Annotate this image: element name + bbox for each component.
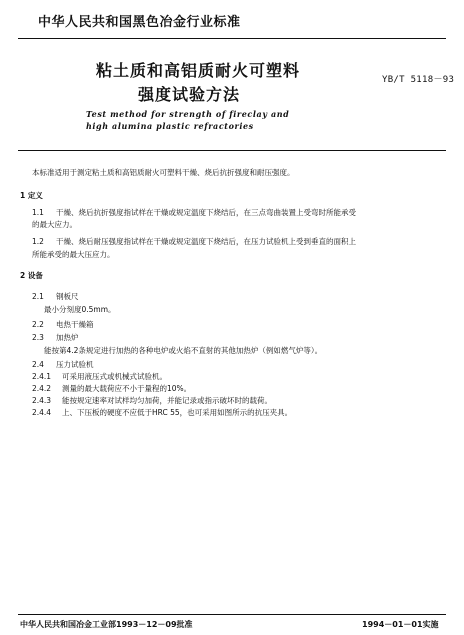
clause-text: 钢板尺 bbox=[56, 292, 79, 301]
english-title-line-2: high alumina plastic refractories bbox=[86, 121, 254, 131]
section-1-heading: 1 定义 bbox=[20, 191, 43, 200]
clause-number: 2.4.4 bbox=[32, 408, 52, 417]
english-title-line-1: Test method for strength of fireclay and bbox=[86, 109, 290, 119]
approval-date: 中华人民共和国冶金工业部1993－12－09批准 bbox=[20, 620, 193, 629]
clause-text: 干燥、烧后抗折强度指试样在干燥或规定温度下烧结后，在三点弯曲装置上受弯时所能承受 bbox=[56, 208, 356, 217]
clause-1-1-continued: 的最大应力。 bbox=[32, 220, 77, 229]
clause-number: 2.4.3 bbox=[32, 396, 52, 405]
clause-text: 电热干燥箱 bbox=[56, 320, 94, 329]
clause-text: 测量的最大载荷应不小于量程的10%。 bbox=[62, 384, 192, 393]
clause-number: 2.2 bbox=[32, 320, 44, 329]
clause-text: 压力试验机 bbox=[56, 360, 94, 369]
implementation-date: 1994－01－01实施 bbox=[362, 620, 439, 629]
clause-number: 2.4.1 bbox=[32, 372, 52, 381]
clause-2-2 bbox=[32, 320, 94, 330]
clause-2-4 bbox=[32, 360, 94, 370]
clause-number: 1.1 bbox=[32, 208, 44, 217]
clause-1-1 bbox=[32, 208, 356, 218]
section-2-heading: 2 设备 bbox=[20, 271, 43, 280]
clause-number: 2.4.2 bbox=[32, 384, 52, 393]
title-line-2: 强度试验方法 bbox=[138, 85, 241, 104]
clause-2-3 bbox=[32, 333, 79, 343]
clause-2-1 bbox=[32, 292, 79, 302]
issuing-organization: 中华人民共和国黑色冶金行业标准 bbox=[38, 15, 241, 30]
clause-2-3-detail: 能按第4.2条规定进行加热的各种电炉或火焰不直射的其他加热炉（例如燃气炉等）。 bbox=[44, 346, 323, 355]
title-line-1: 粘土质和高铝质耐火可塑料 bbox=[96, 61, 301, 80]
standard-number: YB/T 5118－93 bbox=[382, 75, 455, 85]
clause-text: 可采用液压式或机械式试验机。 bbox=[62, 372, 167, 381]
clause-number: 2.1 bbox=[32, 292, 44, 301]
clause-1-2 bbox=[32, 237, 356, 247]
clause-number: 2.3 bbox=[32, 333, 44, 342]
clause-text: 能按规定速率对试样均匀加荷，并能记录或指示破坏时的载荷。 bbox=[62, 396, 272, 405]
clause-2-4-1 bbox=[32, 372, 167, 382]
header-rule bbox=[18, 38, 446, 39]
clause-2-4-2 bbox=[32, 384, 191, 394]
clause-text: 上、下压板的硬度不应低于HRC 55，也可采用如图所示的抗压夹具。 bbox=[62, 408, 293, 417]
title-rule bbox=[18, 150, 446, 151]
clause-number: 2.4 bbox=[32, 360, 44, 369]
clause-2-4-4 bbox=[32, 408, 292, 418]
clause-text: 加热炉 bbox=[56, 333, 79, 342]
clause-2-1-detail: 最小分刻度0.5mm。 bbox=[44, 305, 116, 314]
footer-rule bbox=[18, 614, 446, 615]
clause-1-2-continued: 所能承受的最大压应力。 bbox=[32, 250, 115, 259]
clause-2-4-3 bbox=[32, 396, 272, 406]
clause-text: 干燥、烧后耐压强度指试样在干燥或规定温度下烧结后，在压力试验机上受到垂直的面积上 bbox=[56, 237, 356, 246]
scope-paragraph: 本标准适用于测定粘土质和高铝质耐火可塑料干燥、烧后抗折强度和耐压强度。 bbox=[32, 168, 295, 177]
clause-number: 1.2 bbox=[32, 237, 44, 246]
